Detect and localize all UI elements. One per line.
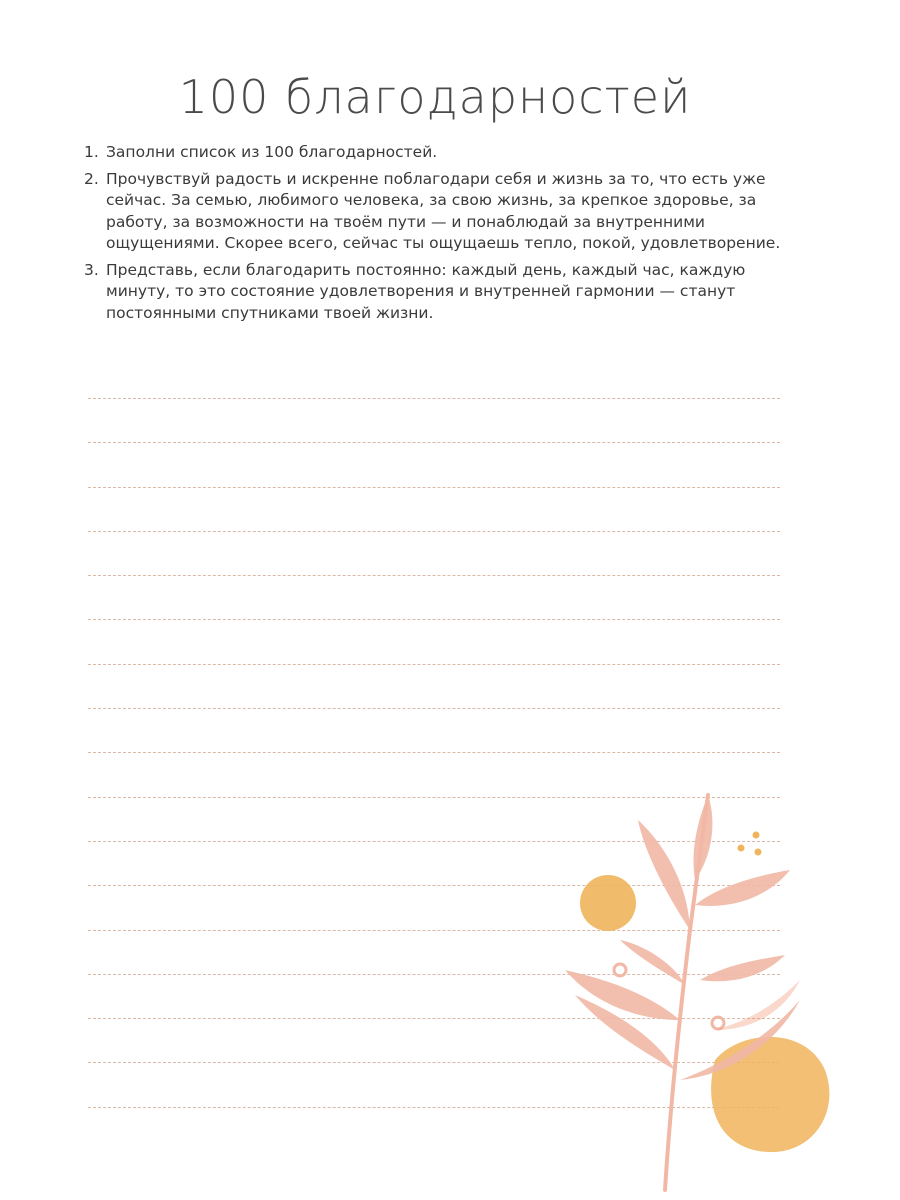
instruction-text: Представь, если благодарить постоянно: каждый день, каждый час, каждую минуту, то это состояние удовлетворения и внутренней гармонии — станут постоянными спутниками твоей жизни.: [106, 260, 746, 322]
writing-line[interactable]: [88, 575, 780, 619]
orange-blob-large: [711, 1037, 829, 1152]
writing-line[interactable]: [88, 708, 780, 752]
writing-line[interactable]: [88, 487, 780, 531]
writing-line[interactable]: [88, 531, 780, 575]
orange-blob-small: [580, 875, 636, 931]
instruction-text: Заполни список из 100 благодарностей.: [106, 143, 438, 161]
overlap-leaf: [715, 980, 800, 1030]
writing-line[interactable]: [88, 619, 780, 663]
bud: [614, 964, 626, 976]
instruction-number: 3.: [84, 260, 99, 279]
page-title: 100 благодарностей: [178, 70, 692, 124]
dot: [753, 832, 760, 839]
instructions-list: [84, 142, 784, 329]
dot: [755, 849, 762, 856]
leaves: [565, 795, 800, 1080]
writing-line[interactable]: [88, 664, 780, 708]
instruction-number: 1.: [84, 143, 99, 161]
writing-line[interactable]: [88, 442, 780, 486]
bud: [712, 1017, 724, 1029]
instruction-item: [84, 142, 784, 164]
dot: [738, 845, 745, 852]
instruction-item: [84, 169, 784, 255]
instruction-item: [84, 260, 784, 325]
floral-branch-illustration: [550, 780, 850, 1200]
instruction-number: 2.: [84, 169, 99, 188]
instruction-text: Прочувствуй радость и искренне поблагодари себя и жизнь за то, что есть уже сейчас. За семью, любимого человека, за свою жизнь, за крепкое здоровье, за работу, за возможности на твоём пути — и понаблюдай за внутренними ощущениями. Скорее всего, сейчас ты ощущаешь тепло, покой, удовлетворение.: [106, 169, 781, 252]
writing-line[interactable]: [88, 398, 780, 442]
